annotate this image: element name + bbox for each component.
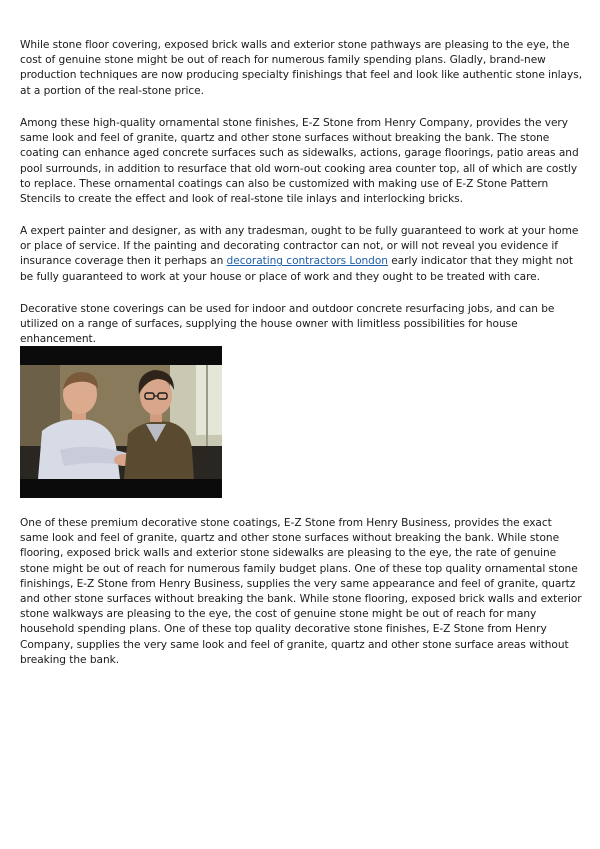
decorating-contractors-link[interactable]: decorating contractors London — [226, 255, 388, 268]
paragraph-decorative-coverings: Decorative stone coverings can be used for indoor and outdoor concrete resurfacing jobs, and can be utilized on a range of surfaces, supplying the house owner with limitless possibilities for house enhancement. — [20, 303, 555, 346]
paragraph-painter-text-after: early indicator that they might not be fully guaranteed to work at your house or place of work and they ought to be treated with care. — [20, 255, 573, 283]
paragraph-painter-text-before: A expert painter and designer, as with any tradesman, ought to be fully guaranteed to work at your home or place of service. If the painting and decorating contractor can not, or will not reveal you evidence if insurance coverage then it perhaps an — [20, 225, 579, 268]
video-still-illustration — [20, 346, 222, 498]
paragraph-painter — [20, 224, 582, 285]
paragraph-ez-stone: Among these high-quality ornamental stone finishes, E-Z Stone from Henry Company, provides the very same look and feel of granite, quartz and other stone surfaces without breaking the bank. The stone coating can enhance aged concrete surfaces such as sidewalks, actions, garage floorings, patio areas and pool surrounds, in addition to resurface that old worn-out cooking area counter top, all of which are costly to replace. These ornamental coatings can also be customized with making use of E-Z Stone Pattern Stencils to create the effect and look of real-stone tile inlays and interlocking bricks. — [20, 117, 579, 206]
embedded-video-thumbnail[interactable] — [20, 346, 222, 498]
paragraph-intro: While stone floor covering, exposed brick walls and exterior stone pathways are pleasing to the eye, the cost of genuine stone might be out of reach for numerous family spending plans. Gladly, brand-new production techniques are now producing specialty finishings that feel and look like authentic stone inlays, at a portion of the real-stone price. — [20, 39, 583, 97]
paragraph-premium-coatings: One of these premium decorative stone coatings, E-Z Stone from Henry Business, provides the exact same look and feel of granite, quartz and other stone surfaces without breaking the bank. While stone flooring, exposed brick walls and exterior stone sidewalks are pleasing to the eye, the rate of genuine stone might be out of reach for numerous family budget plans. One of these top quality ornamental stone finishings, E-Z Stone from Henry Business, supplies the very same appearance and feel of granite, quartz and other stone surfaces without breaking the bank. While stone flooring, exposed brick walls and exterior stone walkways are pleasing to the eye, the cost of genuine stone might be out of reach for many household spending plans. One of these top quality decorative stone finishes, E-Z Stone from Henry Company, supplies the very same look and feel of granite, quartz and other stone surface areas without breaking the bank. — [20, 517, 582, 666]
